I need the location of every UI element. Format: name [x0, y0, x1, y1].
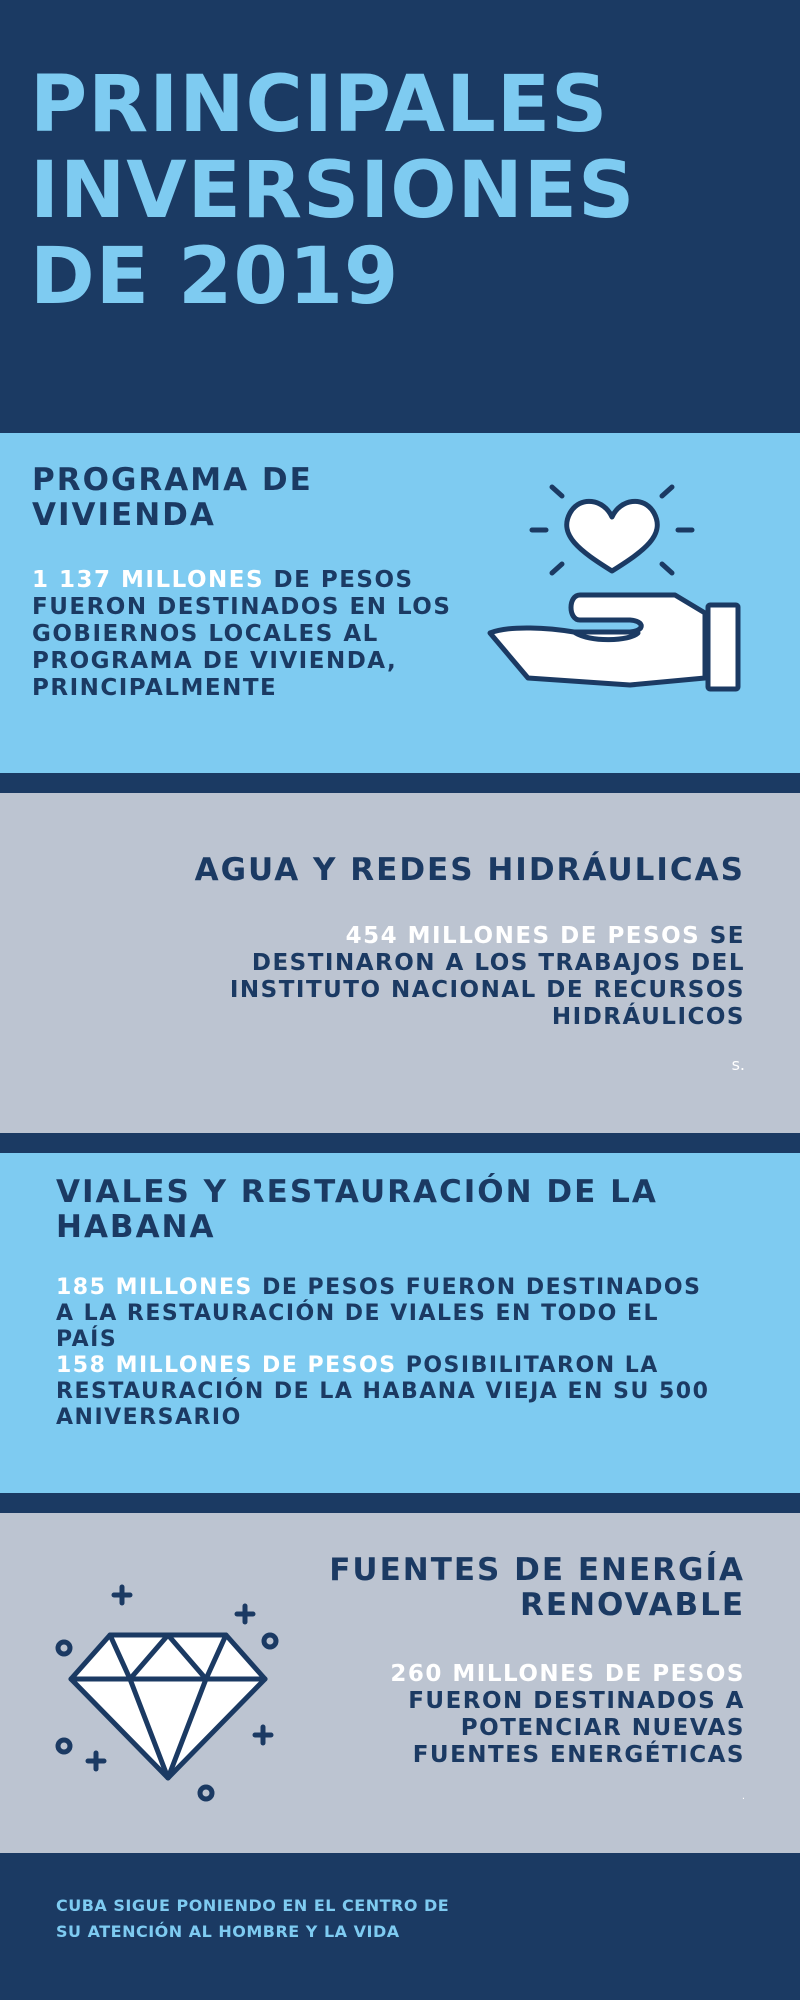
energia-highlight: 260 MILLONES DE PESOS: [390, 1661, 745, 1687]
agua-description: SE DESTINARON A LOS TRABAJOS DEL INSTITUTO NACIONAL DE RECURSOS HIDRÁULICOS: [229, 923, 745, 1030]
energia-title: FUENTES DE ENERGÍA RENOVABLE: [329, 1552, 745, 1623]
vivienda-highlight: 1 137 MILLONES: [32, 567, 265, 593]
agua-text: [185, 923, 745, 1031]
viales-description-2: POSIBILITARON LA RESTAURACIÓN DE LA HABANA VIEJA EN SU 500 ANIVERSARIO: [56, 1353, 710, 1430]
energia-text: [325, 1661, 745, 1769]
viales-description-1: DE PESOS FUERON DESTINADOS A LA RESTAURACIÓN DE VIALES EN TODO EL PAÍS: [56, 1275, 702, 1352]
agua-note: s.: [731, 1055, 745, 1074]
footer-text: CUBA SIGUE PONIENDO EN EL CENTRO DE SU ATENCIÓN AL HOMBRE Y LA VIDA: [56, 1896, 450, 1941]
heart-in-hand-icon: [480, 473, 750, 713]
viales-highlight-2: 158 MILLONES DE PESOS: [56, 1353, 397, 1378]
energia-note: .: [741, 1791, 745, 1802]
vivienda-title: PROGRAMA DE VIVIENDA: [32, 462, 313, 533]
hero-section: [0, 0, 800, 433]
agua-title: AGUA Y REDES HIDRÁULICAS: [194, 852, 745, 888]
diamond-icon: [40, 1553, 290, 1813]
energia-section: [0, 1513, 800, 1853]
energia-description: FUERON DESTINADOS A POTENCIAR NUEVAS FUENTES ENERGÉTICAS: [408, 1688, 745, 1768]
footer: [0, 1853, 800, 2000]
agua-highlight: 454 MILLONES DE PESOS: [345, 923, 701, 949]
viales-section: [0, 1153, 800, 1493]
viales-highlight-1: 185 MILLONES: [56, 1275, 253, 1300]
vivienda-section: [0, 433, 800, 773]
page-title: PRINCIPALES INVERSIONES DE 2019: [30, 60, 636, 322]
viales-text: [56, 1275, 716, 1431]
viales-title: VIALES Y RESTAURACIÓN DE LA HABANA: [56, 1174, 658, 1245]
vivienda-text: [32, 567, 472, 702]
agua-section: [0, 793, 800, 1133]
vivienda-description: DE PESOS FUERON DESTINADOS EN LOS GOBIERNOS LOCALES AL PROGRAMA DE VIVIENDA, PRINCIPALMENTE: [32, 567, 452, 701]
